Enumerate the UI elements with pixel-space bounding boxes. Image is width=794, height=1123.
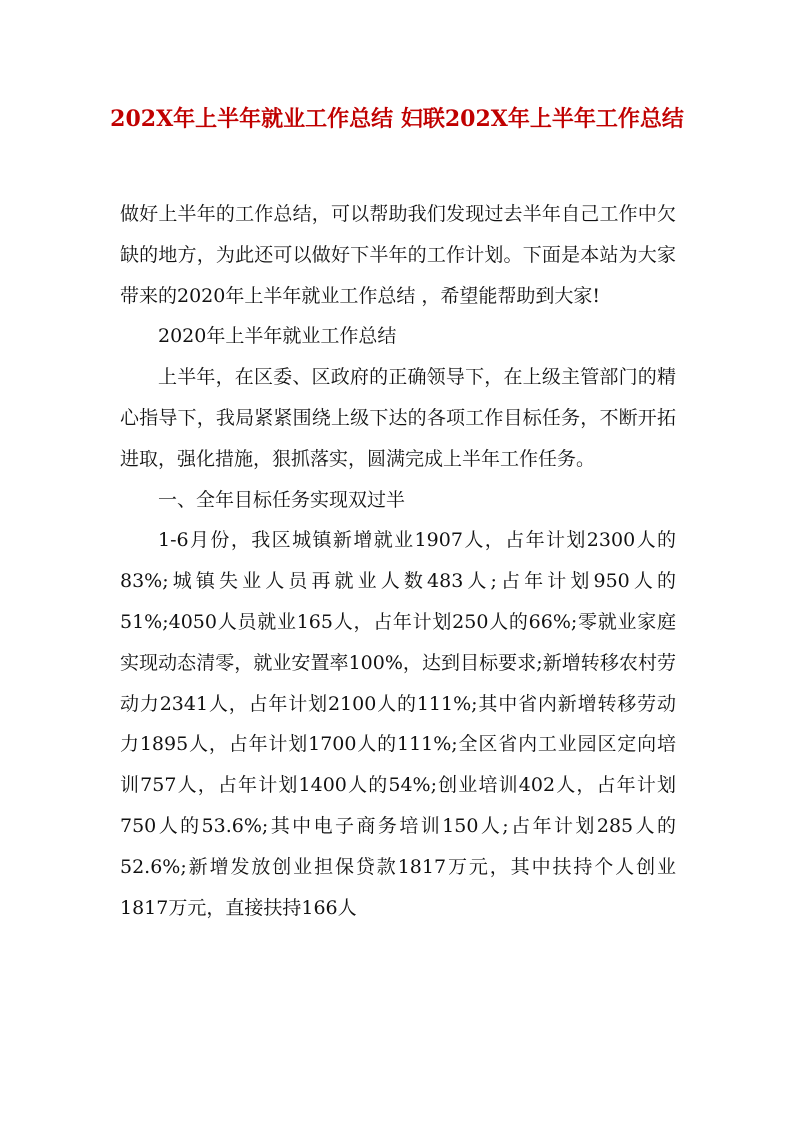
document-title: 202X年上半年就业工作总结 妇联202X年上半年工作总结 bbox=[110, 106, 684, 132]
body-paragraph: 上半年，在区委、区政府的正确领导下，在上级主管部门的精心指导下，我局紧紧围绕上级下达的各项工作目标任务，不断开拓进取，强化措施，狠抓落实，圆满完成上半年工作任务。 bbox=[120, 366, 676, 470]
document-body bbox=[120, 194, 676, 928]
section-heading: 一、全年目标任务实现双过半 bbox=[158, 488, 406, 511]
body-paragraph: 1-6月份，我区城镇新增就业1907人，占年计划2300人的83%;城镇失业人员再就业人数483人;占年计划950人的51%;4050人员就业165人，占年计划250人的66%;零就业家庭实现动态清零，就业安置率100%，达到目标要求;新增转移农村劳动力2341人，占年计划2100人的111%;其中省内新增转移劳动力1895人，占年计划1700人的111%;全区省内工业园区定向培训757人，占年计划1400人的54%;创业培训402人，占年计划750人的53.6%;其中电子商务培训150人;占年计划285人的52.6%;新增发放创业担保贷款1817万元，其中扶持个人创业1817万元，直接扶持166人 bbox=[120, 529, 676, 919]
intro-paragraph: 做好上半年的工作总结，可以帮助我们发现过去半年自己工作中欠缺的地方，为此还可以做好下半年的工作计划。下面是本站为大家带来的2020年上半年就业工作总结 ，希望能帮助到大家! bbox=[120, 203, 676, 307]
report-subtitle: 2020年上半年就业工作总结 bbox=[158, 325, 397, 348]
